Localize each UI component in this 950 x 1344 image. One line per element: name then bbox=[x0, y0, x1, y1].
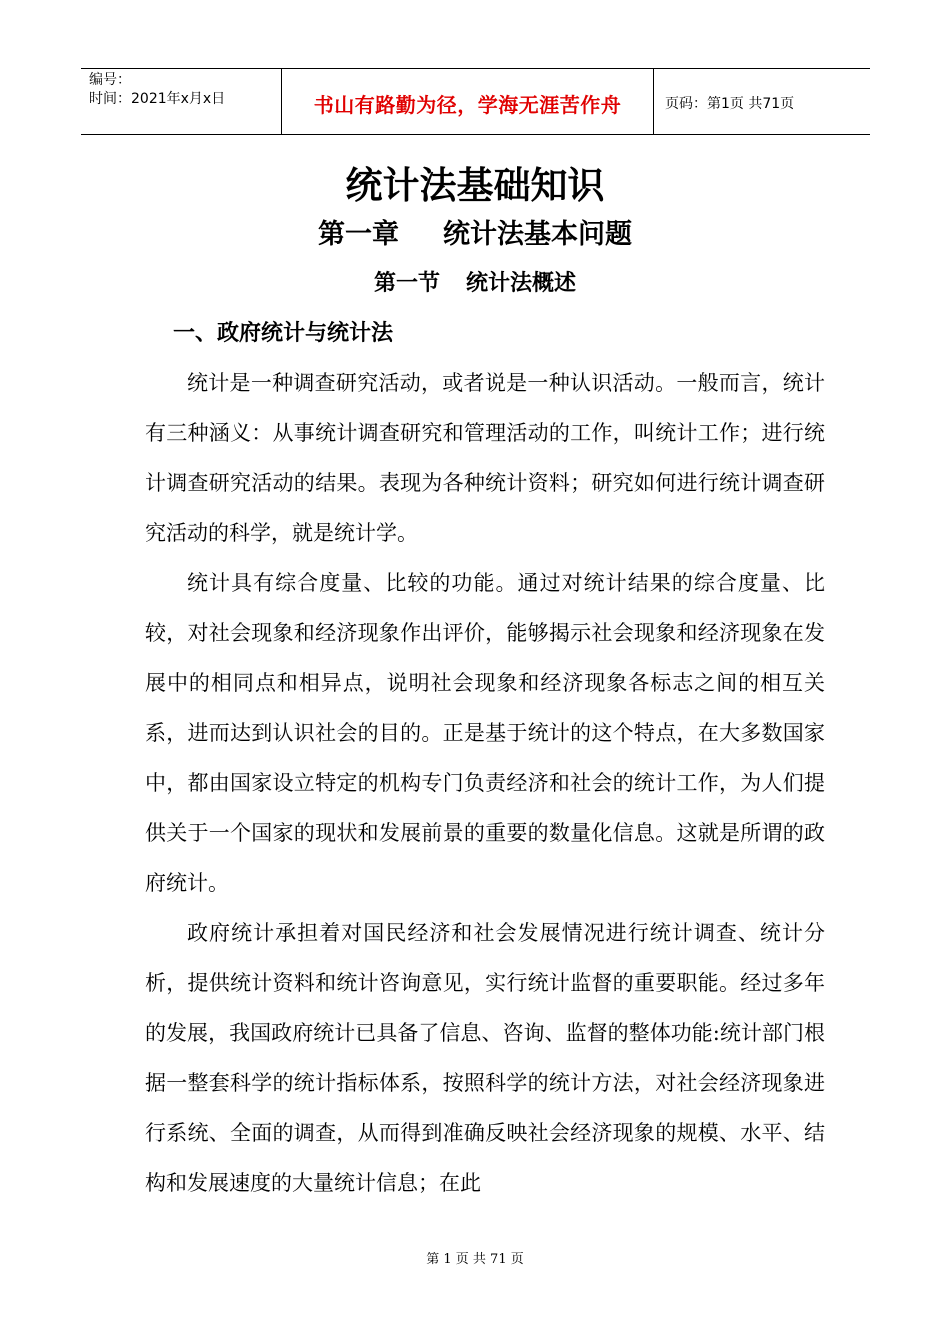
motto-text: 书山有路勤为径，学海无涯苦作舟 bbox=[313, 93, 622, 117]
page-footer: 第 1 页 共 71 页 bbox=[426, 1252, 524, 1267]
number-label: 编号： bbox=[89, 72, 131, 88]
header-page-cell bbox=[654, 69, 870, 134]
paragraph: 统计是一种调查研究活动，或者说是一种认识活动。一般而言，统计有三种涵义：从事统计调查研究和管理活动的工作，叫统计工作；进行统计调查研究活动的结果。表现为各种统计资料；研究如何进行统计调查研究活动的科学，就是统计学。 bbox=[145, 371, 825, 545]
chapter-title: 统计法基本问题 bbox=[443, 219, 632, 250]
paragraph: 政府统计承担着对国民经济和社会发展情况进行统计调查、统计分析，提供统计资料和统计咨询意见，实行统计监督的重要职能。经过多年的发展，我国政府统计已具备了信息、咨询、监督的整体功能:统计部门根据一整套科学的统计指标体系，按照科学的统计方法，对社会经济现象进行系统、全面的调查，从而得到准确反映社会经济现象的规模、水平、结构和发展速度的大量统计信息；在此 bbox=[145, 921, 825, 1195]
page-info: 页码：第1页 共71页 bbox=[665, 95, 795, 112]
document-title: 统计法基础知识 bbox=[345, 164, 605, 207]
paragraph: 统计具有综合度量、比较的功能。通过对统计结果的综合度量、比较，对社会现象和经济现象作出评价，能够揭示社会现象和经济现象在发展中的相同点和相异点，说明社会现象和经济现象各标志之间的相互关系，进而达到认识社会的目的。正是基于统计的这个特点，在大多数国家中，都由国家设立特定的机构专门负责经济和社会的统计工作，为人们提供关于一个国家的现状和发展前景的重要的数量化信息。这就是所谓的政府统计。 bbox=[145, 571, 825, 895]
section-number: 第一节 bbox=[373, 271, 440, 296]
chapter-number: 第一章 bbox=[318, 219, 399, 250]
time-label: 时间：2021年x月x日 bbox=[89, 91, 226, 107]
chapter-heading bbox=[0, 216, 950, 254]
section-title: 统计法概述 bbox=[466, 271, 577, 296]
header-motto-cell bbox=[282, 69, 654, 134]
header-meta-cell bbox=[81, 69, 282, 134]
subheading: 一、政府统计与统计法 bbox=[173, 321, 394, 346]
section-heading bbox=[0, 267, 950, 301]
document-header bbox=[81, 68, 870, 135]
body-text bbox=[145, 358, 825, 1208]
